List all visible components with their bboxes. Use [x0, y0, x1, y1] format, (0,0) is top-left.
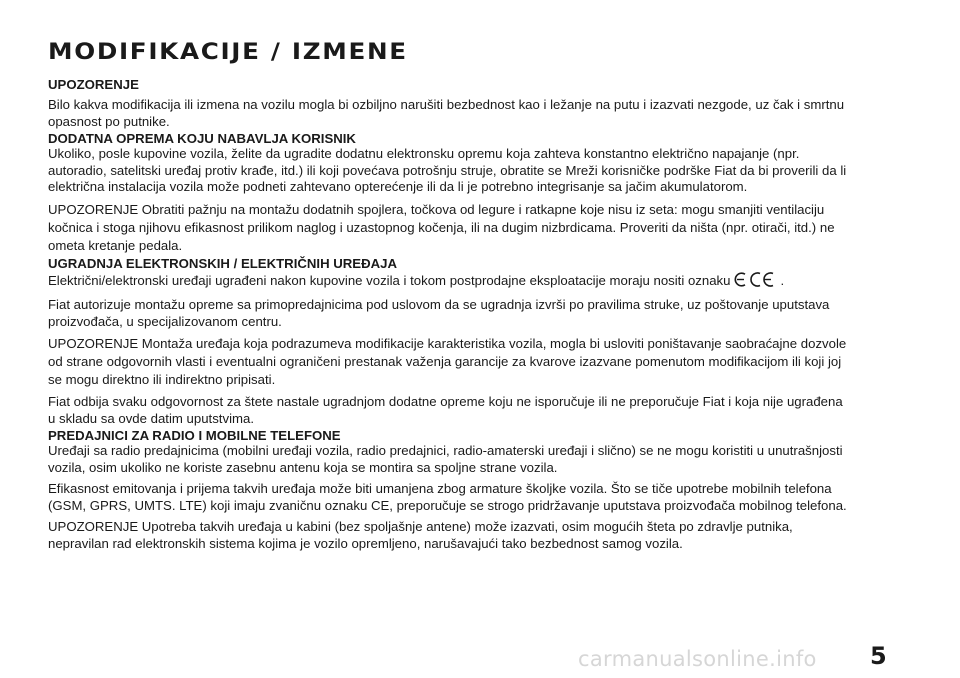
paragraph: Uređaji sa radio predajnicima (mobilni uređaji vozila, radio predajnici, radio-amaterski uređaji i slično) se ne mogu koristiti u unutrašnjosti vozila, osim ukoliko ne koriste zasebnu antenu koja se montira sa spoljne strane vozila.: [48, 443, 843, 475]
paragraph: Fiat odbija svaku odgovornost za štete nastale ugradnjom dodatne opreme koju ne isporučuje ili ne preporučuje Fiat i koja nije ugrađena u skladu sa ovde datim uputstvima.: [48, 394, 843, 426]
section-additional-equipment: [48, 131, 848, 255]
paragraph: Fiat autorizuje montažu opreme sa primopredajnicima pod uslovom da se ugradnja izvrši po pravilima struke, uz poštovanje uputstava proizvođača, u specijalizovanom centru.: [48, 297, 830, 329]
page-title: MODIFIKACIJE / IZMENE: [48, 40, 408, 65]
section-radio-transmitters: [48, 428, 848, 552]
paragraph-text: Električni/elektronski uređaji ugrađeni nakon kupovine vozila i tokom postprodajne eksploatacije moraju nositi oznaku: [48, 272, 731, 288]
section-warning: [48, 77, 848, 130]
section-heading: PREDAJNICI ZA RADIO I MOBILNE TELEFONE: [48, 428, 341, 443]
paragraph: Bilo kakva modifikacija ili izmena na vozilu mogla bi ozbiljno narušiti bezbednost kao i ležanje na putu i izazvati nezgode, uz čak i smrtnu opasnost po putnike.: [48, 97, 845, 129]
ce-mark-icon: [734, 271, 778, 293]
paragraph-end: .: [780, 272, 785, 288]
section-heading: UGRADNJA ELEKTRONSKIH / ELEKTRIČNIH UREĐAJA: [48, 255, 397, 271]
page-number: 5: [870, 642, 887, 670]
section-heading: UPOZORENJE: [48, 77, 139, 92]
paragraph: Ukoliko, posle kupovine vozila, želite da ugradite dodatnu elektronsku opremu koja zahteva konstantno električno napajanje (npr. autoradio, satelitski uređaj protiv krađe, itd.) ili koji povećava potrošnju struje, obratite se Mreži korisničke podrške Fiat da bi proverili da li električna instalacija vozila može podneti zahtevano opterećenje ili da li je potrebno integrisanje sa jačim akumulatorom.: [48, 146, 847, 194]
section-electronic-devices: [48, 256, 848, 428]
document-page: [48, 40, 848, 557]
watermark-text: carmanualsonline.info: [578, 647, 817, 671]
paragraph: Efikasnost emitovanja i prijema takvih uređaja može biti umanjena zbog armature školjke vozila. Što se tiče upotrebe mobilnih telefona (GSM, GPRS, UMTS. LTE) koji imaju zvaničnu oznaku CE, preporučuje se strogo pridržavanje uputstava proizvođača mobilnog telefona.: [48, 481, 847, 513]
paragraph: UPOZORENJE Upotreba takvih uređaja u kabini (bez spoljašnje antene) može izazvati, osim mogućih šteta po zdravlje putnika, nepravilan rad elektronskih sistema kojima je vozilo opremljeno, narušavajući tako bezbednost samog vozila.: [48, 519, 793, 551]
paragraph-ce-mark: [48, 271, 848, 293]
paragraph: UPOZORENJE Obratiti pažnju na montažu dodatnih spojlera, točkova od legure i ratkapne koje nisu iz seta: mogu smanjiti ventilaciju kočnica i stoga njihovu efikasnost prilikom naglog i uzastopnog kočenja, ili na dugim nizbrdicama. Proveriti da ništa (npr. otirači, itd.) ne ometa kretanje pedala.: [48, 201, 835, 253]
paragraph: UPOZORENJE Montaža uređaja koja podrazumeva modifikacije karakteristika vozila, mogla bi usloviti poništavanje saobraćajne dozvole od strane odgovornih vlasti i eventualni ograničeni prestanak važenja garancije za kvarove izazvane pomenutom modifikacijom ili koji joj se mogu direktno ili indirektno pripisati.: [48, 336, 847, 387]
section-heading: DODATNA OPREMA KOJU NABAVLJA KORISNIK: [48, 131, 356, 146]
